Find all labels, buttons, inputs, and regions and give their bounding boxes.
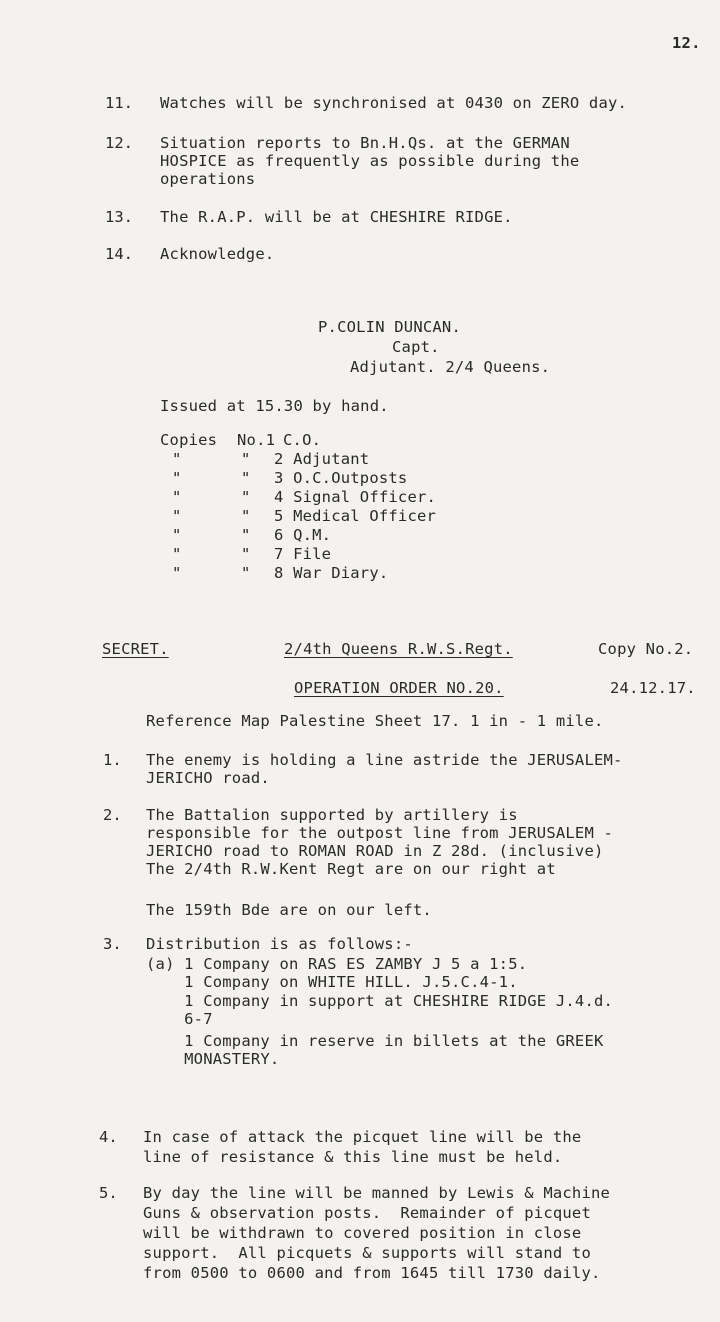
item-line: 1 Company in support at CHESHIRE RIDGE J.4.d. <box>146 992 614 1010</box>
page-number: 12. <box>672 34 701 52</box>
order-title: OPERATION ORDER NO.20. <box>294 679 504 697</box>
item-line: Situation reports to Bn.H.Qs. at the GERMAN <box>160 134 570 152</box>
item-number: 2. <box>103 806 122 824</box>
copies-col-c: 8 War Diary. <box>274 564 389 582</box>
copies-col-b: " <box>241 526 251 544</box>
copies-col-b: " <box>241 545 251 563</box>
item-line: operations <box>160 170 256 188</box>
item-number: 5. <box>99 1184 118 1202</box>
copies-col-a: " <box>172 545 182 563</box>
copies-col-b: " <box>241 488 251 506</box>
item-line: Acknowledge. <box>160 245 275 263</box>
copies-col-c: C.O. <box>283 431 322 449</box>
item-line: will be withdrawn to covered position in close <box>143 1224 582 1242</box>
item-line: 6-7 <box>146 1010 213 1028</box>
item-number: 1. <box>103 751 122 769</box>
item-number: 13. <box>105 208 133 226</box>
copies-col-b: " <box>241 450 251 468</box>
copies-col-c: 2 Adjutant <box>274 450 370 468</box>
item-line: JERICHO road to ROMAN ROAD in Z 28d. (inclusive) <box>146 842 604 860</box>
copies-col-a: " <box>172 469 182 487</box>
item-line: By day the line will be manned by Lewis & Machine <box>143 1184 611 1202</box>
copies-col-a: " <box>172 450 182 468</box>
item-line: The 2/4th R.W.Kent Regt are on our right at <box>146 860 556 878</box>
copies-col-a: Copies <box>160 431 218 449</box>
secret-label: SECRET. <box>102 640 169 658</box>
copies-col-b: No.1 <box>237 431 276 449</box>
item-line: The 159th Bde are on our left. <box>146 901 432 919</box>
reference-line: Reference Map Palestine Sheet 17. 1 in - 1 mile. <box>146 712 604 730</box>
item-line: The R.A.P. will be at CHESHIRE RIDGE. <box>160 208 513 226</box>
signature-rank: Capt. <box>392 338 440 356</box>
item-number: 3. <box>103 935 122 953</box>
item-number: 4. <box>99 1128 118 1146</box>
item-number: 12. <box>105 134 133 152</box>
item-line: from 0500 to 0600 and from 1645 till 1730 daily. <box>143 1264 601 1282</box>
copy-number: Copy No.2. <box>598 640 694 658</box>
item-number: 14. <box>105 245 133 263</box>
item-line: 1 Company in reserve in billets at the GREEK <box>146 1032 604 1050</box>
item-line: 1 Company on WHITE HILL. J.5.C.4-1. <box>146 973 518 991</box>
item-line: HOSPICE as frequently as possible during the <box>160 152 580 170</box>
item-line: line of resistance & this line must be held. <box>143 1148 563 1166</box>
copies-col-c: 4 Signal Officer. <box>274 488 437 506</box>
order-date: 24.12.17. <box>610 679 696 697</box>
copies-col-c: 3 O.C.Outposts <box>274 469 408 487</box>
item-line: Guns & observation posts. Remainder of picquet <box>143 1204 591 1222</box>
item-line: responsible for the outpost line from JERUSALEM - <box>146 824 614 842</box>
signature-title: Adjutant. 2/4 Queens. <box>350 358 551 376</box>
item-line: support. All picquets & supports will stand to <box>143 1244 591 1262</box>
copies-col-b: " <box>241 507 251 525</box>
item-line: The Battalion supported by artillery is <box>146 806 518 824</box>
item-line: (a) 1 Company on RAS ES ZAMBY J 5 a 1:5. <box>146 955 528 973</box>
copies-col-c: 7 File <box>274 545 332 563</box>
item-line: Distribution is as follows:- <box>146 935 413 953</box>
issued-line: Issued at 15.30 by hand. <box>160 397 389 415</box>
copies-col-b: " <box>241 469 251 487</box>
copies-col-c: 6 Q.M. <box>274 526 332 544</box>
item-line: Watches will be synchronised at 0430 on ZERO day. <box>160 94 628 112</box>
copies-col-a: " <box>172 564 182 582</box>
item-line: MONASTERY. <box>146 1050 280 1068</box>
copies-col-a: " <box>172 526 182 544</box>
copies-col-a: " <box>172 488 182 506</box>
signature-name: P.COLIN DUNCAN. <box>318 318 461 336</box>
item-number: 11. <box>105 94 133 112</box>
copies-col-c: 5 Medical Officer <box>274 507 437 525</box>
unit-title: 2/4th Queens R.W.S.Regt. <box>284 640 513 658</box>
item-line: In case of attack the picquet line will be the <box>143 1128 582 1146</box>
copies-col-a: " <box>172 507 182 525</box>
item-line: JERICHO road. <box>146 769 270 787</box>
copies-col-b: " <box>241 564 251 582</box>
item-line: The enemy is holding a line astride the JERUSALEM- <box>146 751 623 769</box>
